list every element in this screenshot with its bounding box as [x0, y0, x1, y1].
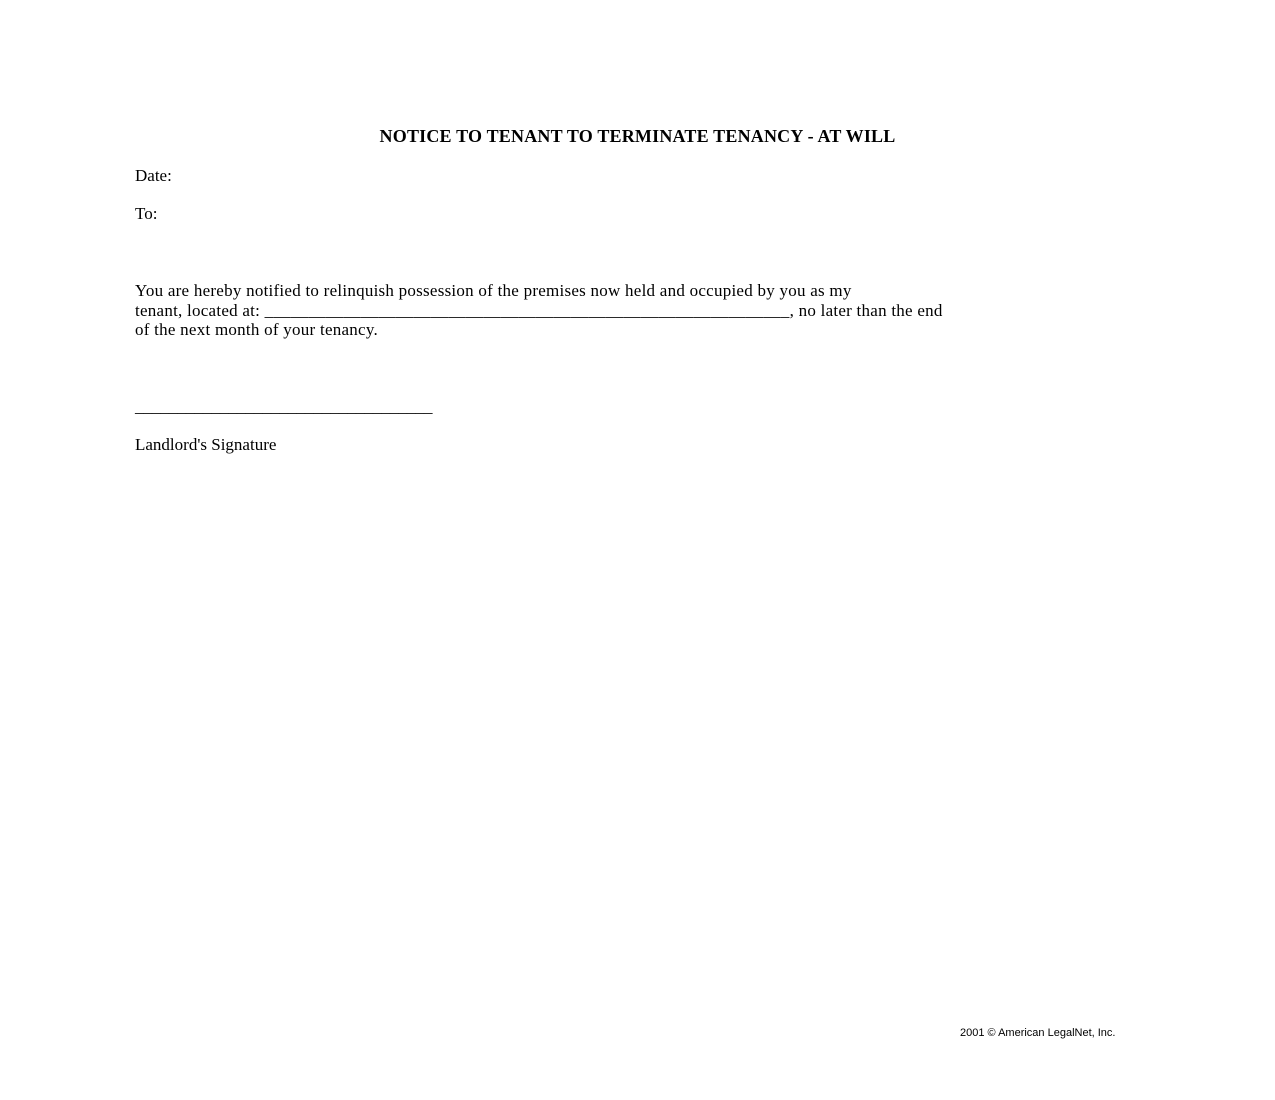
date-label: Date:	[135, 166, 172, 185]
notice-body	[135, 281, 1215, 340]
notice-body-line: of the next month of your tenancy.	[135, 320, 378, 339]
document-title: NOTICE TO TENANT TO TERMINATE TENANCY - AT WILL	[379, 126, 896, 146]
to-label: To:	[135, 204, 158, 223]
signature-label: Landlord's Signature	[135, 435, 277, 454]
copyright-notice: 2001 © American LegalNet, Inc.	[960, 1027, 1116, 1039]
notice-body-line: You are hereby notified to relinquish possession of the premises now held and occupied by you as my	[135, 281, 852, 300]
notice-body-line: tenant, located at: ____________________________________________________________, no later than the end	[135, 300, 943, 320]
signature-line: ___________________________________	[135, 397, 433, 416]
